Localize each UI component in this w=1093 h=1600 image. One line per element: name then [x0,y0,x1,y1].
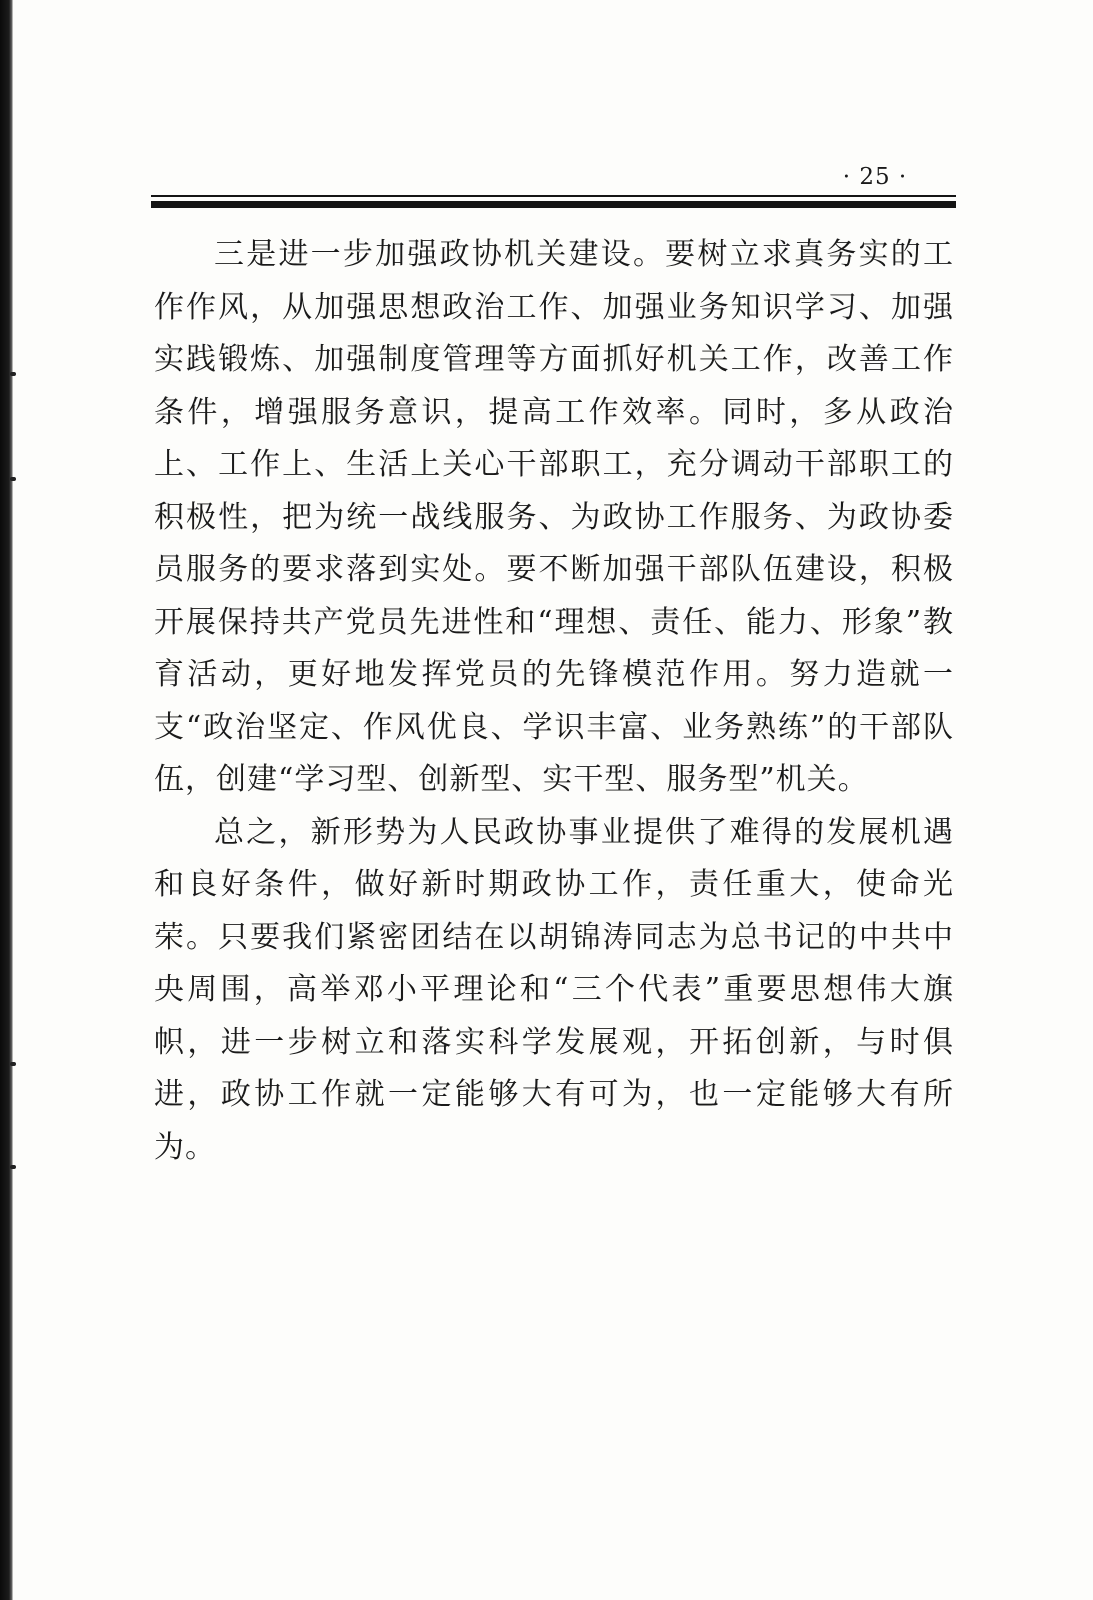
paragraph: 三是进一步加强政协机关建设。要树立求真务实的工作作风，从加强思想政治工作、加强业务知识学习、加强实践锻炼、加强制度管理等方面抓好机关工作，改善工作条件，增强服务意识，提高工作效率。同时，多从政治上、工作上、生活上关心干部职工，充分调动干部职工的积极性，把为统一战线服务、为政协工作服务、为政协委员服务的要求落到实处。要不断加强干部队伍建设，积极开展保持共产党员先进性和“理想、责任、能力、形象”教育活动，更好地发挥党员的先锋模范作用。努力造就一支“政治坚定、作风优良、学识丰富、业务熟练”的干部队伍，创建“学习型、创新型、实干型、服务型”机关。 [154,237,954,797]
body-text [154,229,954,1174]
header-rule-thick [151,201,956,208]
binding-edge-mark [10,372,16,376]
binding-edge-mark [10,1062,16,1066]
paragraph: 总之，新形势为人民政协事业提供了难得的发展机遇和良好条件，做好新时期政协工作，责任重大，使命光荣。只要我们紧密团结在以胡锦涛同志为总书记的中共中央周围，高举邓小平理论和“三个代表”重要思想伟大旗帜，进一步树立和落实科学发展观，开拓创新，与时俱进，政协工作就一定能够大有可为，也一定能够大有所为。 [154,814,954,1165]
header-rule-thin [151,195,956,197]
binding-edge-mark [10,1165,16,1169]
binding-edge [0,0,13,1600]
page-number: · 25 · [842,164,908,190]
binding-edge-mark [10,477,16,481]
